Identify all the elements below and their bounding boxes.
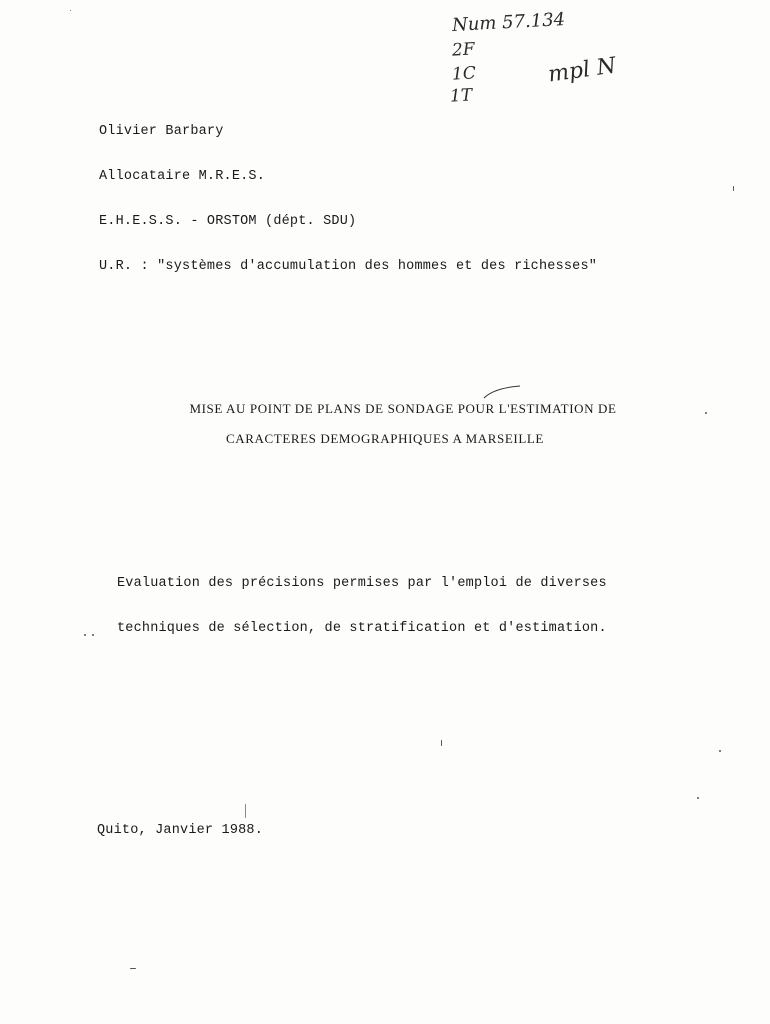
scan-speck	[733, 186, 734, 191]
scan-speck	[92, 634, 94, 636]
author-name: Olivier Barbary	[99, 124, 224, 139]
author-research-unit: U.R. : "systèmes d'accumulation des hommes et des richesses"	[99, 259, 598, 274]
handwritten-accent-mark	[482, 384, 522, 400]
handwritten-signature: mpl N	[546, 53, 618, 88]
scan-speck	[719, 750, 721, 752]
handwritten-reference-number: Num 57.134	[451, 9, 566, 36]
subtitle-line-2: techniques de sélection, de stratification et d'estimation.	[117, 621, 607, 636]
document-subtitle	[117, 546, 607, 666]
title-line-1: MISE AU POINT DE PLANS DE SONDAGE POUR L'ESTIMATION DE	[189, 401, 617, 416]
place-and-date: Quito, Janvier 1988.	[97, 823, 264, 838]
author-block	[99, 94, 597, 304]
handwritten-code-2f: 2F	[451, 39, 476, 61]
scan-speck	[130, 968, 136, 969]
handwritten-code-1c: 1C	[451, 63, 477, 85]
scan-speck	[245, 804, 246, 818]
title-line-2: CARACTERES DEMOGRAPHIQUES A MARSEILLE	[226, 431, 544, 446]
scan-speck	[70, 10, 71, 11]
author-institution: E.H.E.S.S. - ORSTOM (dépt. SDU)	[99, 214, 357, 229]
scan-speck	[441, 740, 442, 746]
subtitle-line-1: Evaluation des précisions permises par l'emploi de diverses	[117, 576, 607, 591]
scan-speck	[705, 412, 707, 414]
handwritten-code-1t: 1T	[449, 85, 473, 107]
scan-speck	[84, 634, 86, 636]
author-position: Allocataire M.R.E.S.	[99, 169, 266, 184]
scan-speck	[697, 797, 699, 799]
